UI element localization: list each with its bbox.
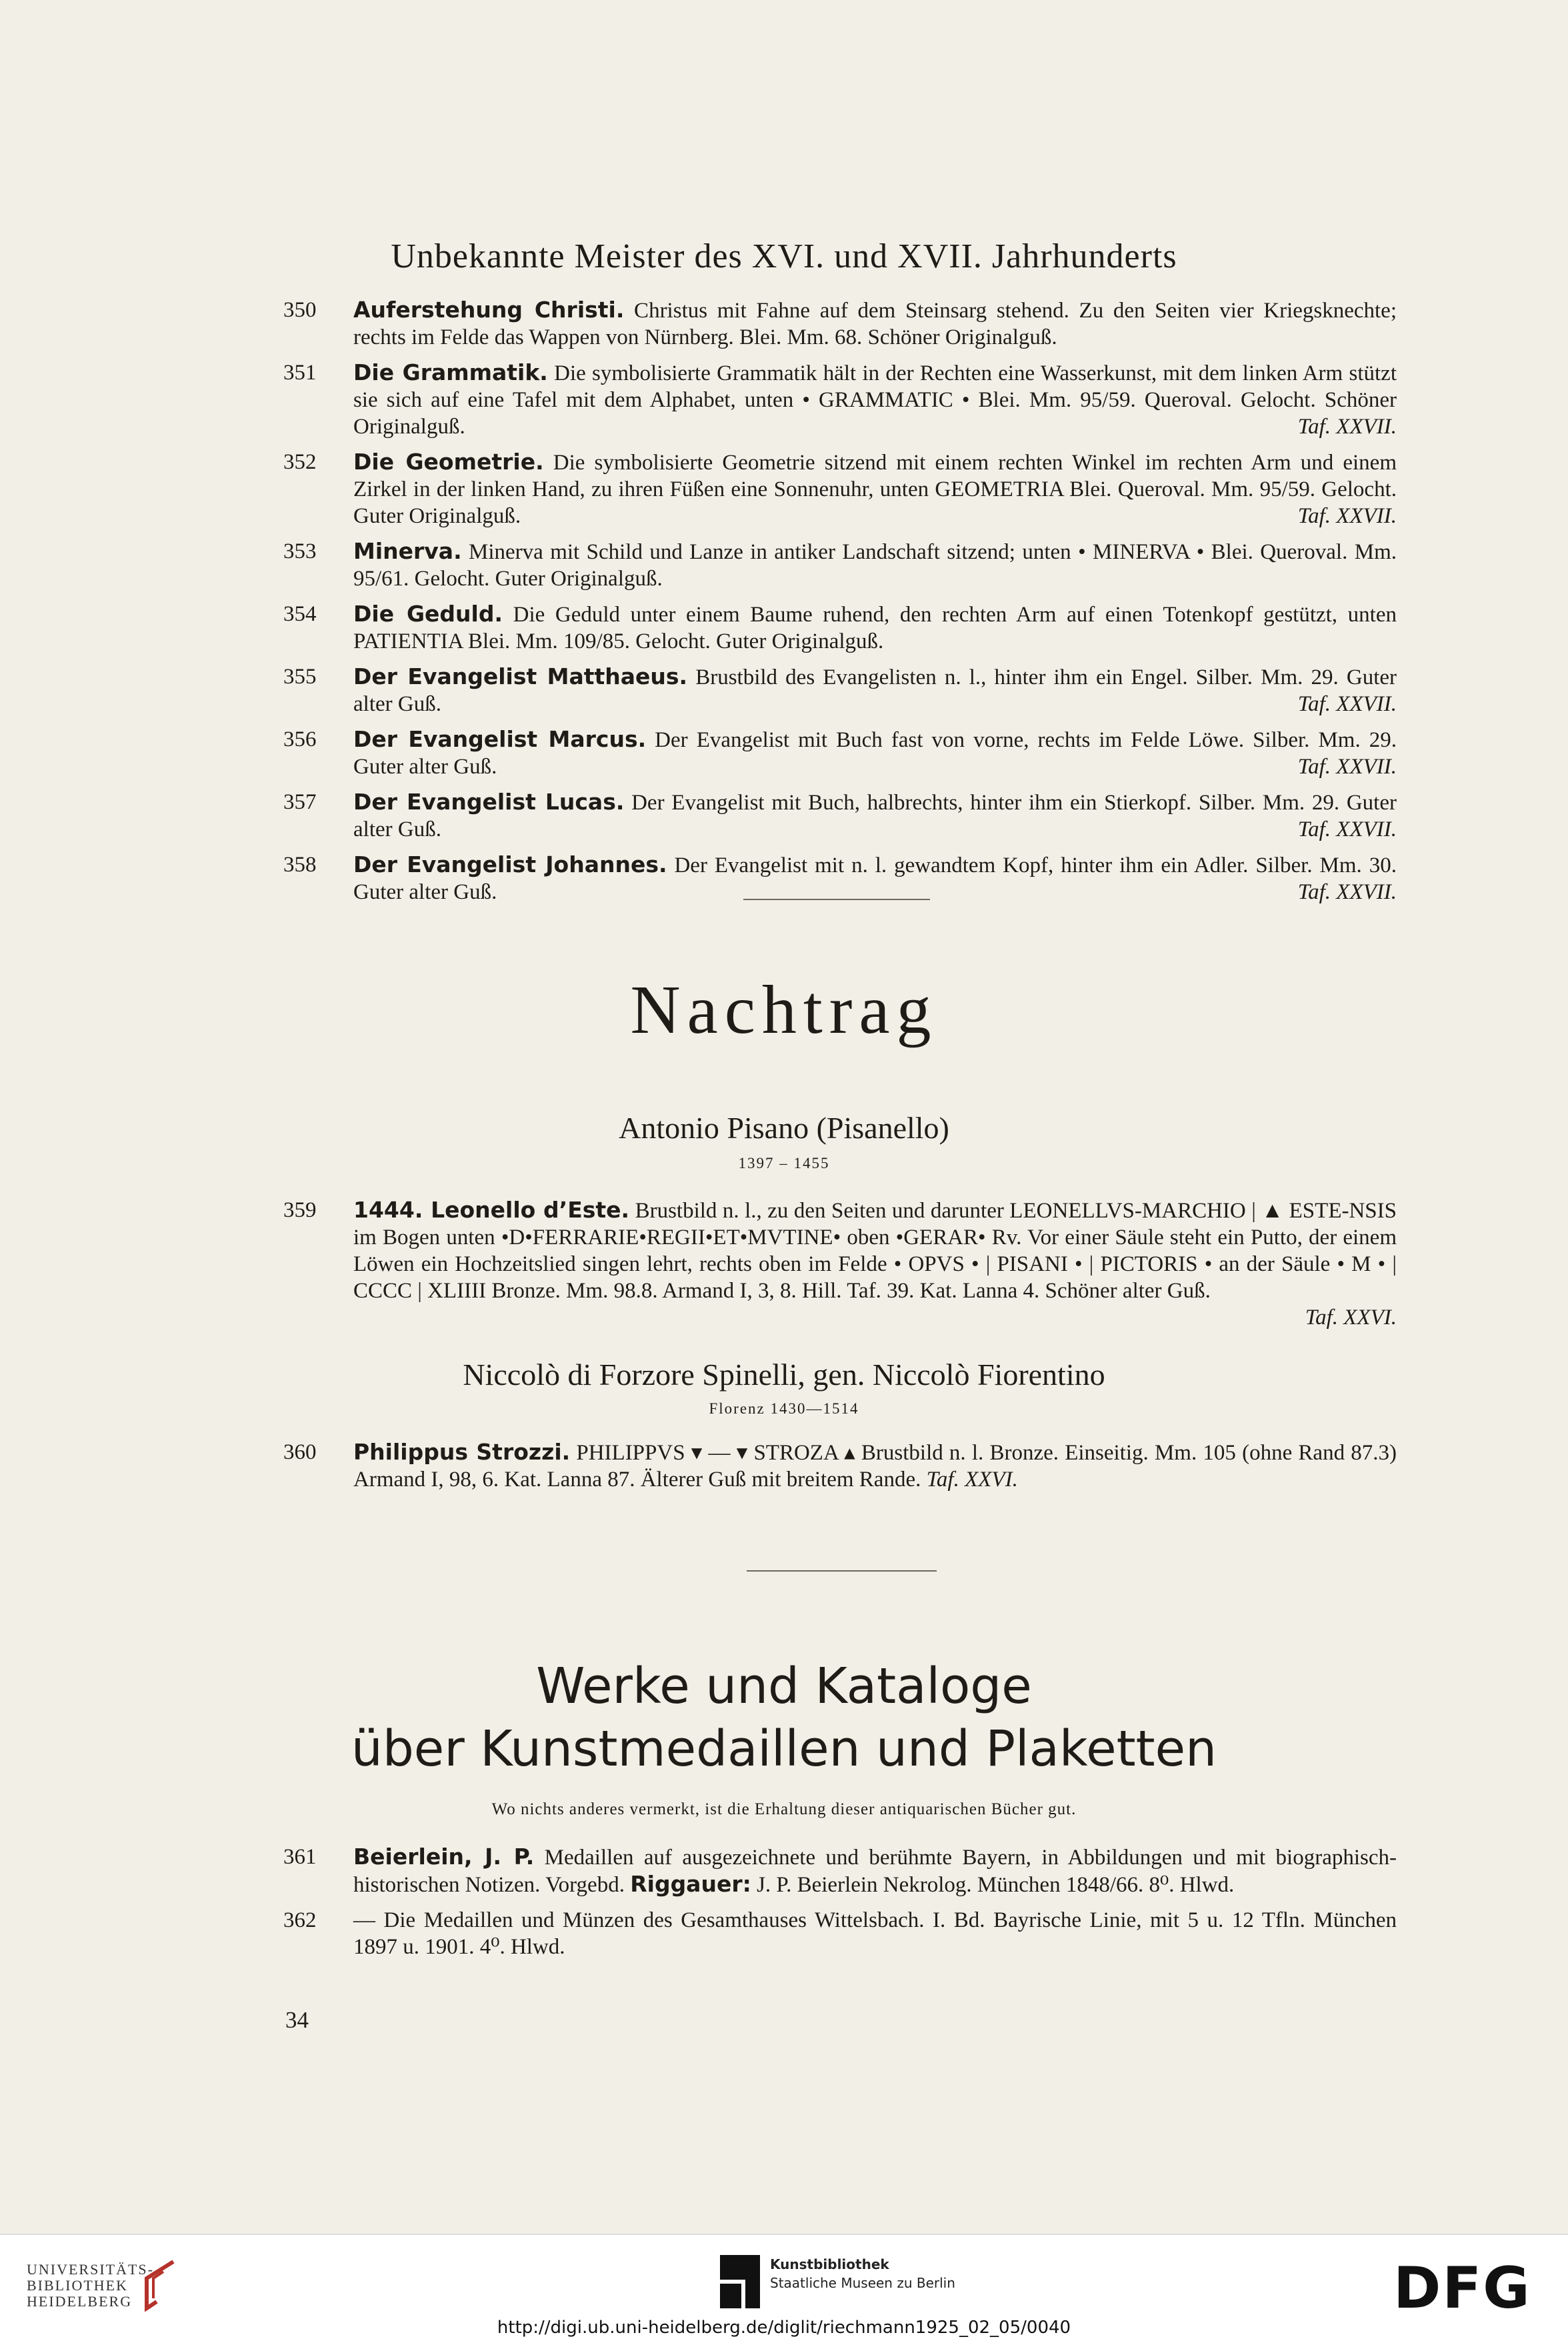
entry-description: Der Evangelist mit Buch fast von vorne, rechts im Felde Löwe. Silber. Mm. 29. Guter alter Guß. (353, 728, 1397, 779)
plate-reference: Taf. XXVI. (1305, 1306, 1397, 1330)
entry-title: Minerva. (353, 538, 462, 564)
catalog-entry (283, 538, 1397, 592)
catalog-entry (283, 663, 1397, 717)
catalog-entry (283, 1197, 1397, 1331)
entry-number: 356 (283, 727, 317, 751)
condition-note: Wo nichts anderes vermerkt, ist die Erhaltung dieser antiquarischen Bücher gut. (491, 1800, 1077, 1818)
library-mark-icon (133, 2258, 180, 2312)
entry-number: 355 (283, 665, 317, 689)
entry-number: 351 (283, 361, 317, 385)
entry-author: Riggauer: (630, 1871, 751, 1897)
entry-list (283, 1197, 1397, 1340)
logo-text: Staatliche Museen zu Berlin (770, 2275, 955, 2291)
plate-reference: Taf. XXVII. (1297, 755, 1397, 779)
catalog-entry (283, 449, 1397, 529)
catalog-entry (283, 297, 1397, 351)
entry-number: 350 (283, 298, 317, 322)
entry-description: Der Evangelist mit Buch, halbrechts, hinter ihm ein Stierkopf. Silber. Mm. 29. Guter alter Guß. (353, 791, 1397, 841)
entry-title: 1444. Leonello d’Este. (353, 1197, 630, 1223)
plate-reference: Taf. XXVII. (1297, 817, 1397, 841)
entry-description: PHILIPPVS ▾ — ▾ STROZA ▴ Brustbild n. l. Bronze. Einseitig. Mm. 105 (ohne Rand 87.3) Armand I, 98, 6. Kat. Lanna 87. Älterer Guß mit breitem Rande. (353, 1441, 1397, 1492)
plate-reference: Taf. XXVII. (1297, 880, 1397, 904)
entry-description: Minerva mit Schild und Lanze in antiker Landschaft sitzend; unten • MINERVA • Blei. Queroval. Mm. 95/61. Gelocht. Guter Originalguß. (353, 540, 1397, 591)
werke-heading (0, 1655, 1568, 1780)
page-number: 34 (285, 2007, 309, 2033)
entry-title: Die Geometrie. (353, 449, 544, 475)
section-divider (743, 899, 930, 900)
catalog-entry (283, 851, 1397, 905)
entry-description: — Die Medaillen und Münzen des Gesamthauses Wittelsbach. I. Bd. Bayrische Linie, mit 5 u. 12 Tfln. München 1897 u. 1901. 4⁰. Hlwd. (353, 1908, 1397, 1959)
catalog-entry (283, 789, 1397, 843)
plate-reference: Taf. XXVI. (926, 1468, 1018, 1492)
entry-list (283, 297, 1397, 914)
entry-title: Der Evangelist Lucas. (353, 789, 625, 815)
plate-reference: Taf. XXVII. (1297, 692, 1397, 716)
entry-description: Der Evangelist mit n. l. gewandtem Kopf, hinter ihm ein Adler. Silber. Mm. 30. Guter alter Guß. (353, 853, 1397, 904)
entry-description: Brustbild des Evangelisten n. l., hinter ihm ein Engel. Silber. Mm. 29. Guter alter Guß. (353, 665, 1397, 716)
entry-title: Der Evangelist Matthaeus. (353, 663, 688, 689)
entry-title: Beierlein, J. P. (353, 1844, 535, 1870)
dfg-logo[interactable]: DFG (1393, 2255, 1531, 2322)
entry-title: Auferstehung Christi. (353, 297, 625, 323)
entry-description: Die symbolisierte Grammatik hält in der Rechten eine Wasserkunst, mit dem linken Arm stützt sie sich auf eine Tafel mit dem Alphabet, unten • GRAMMATIC • Blei. Mm. 95/59. Queroval. Gelocht. Schöner Originalguß. (353, 361, 1397, 439)
artist-dates: 1397 – 1455 (738, 1155, 830, 1171)
entry-list (283, 1439, 1397, 1502)
entry-title: Der Evangelist Marcus. (353, 726, 647, 752)
entry-description: Die Geduld unter einem Baume ruhend, den rechten Arm auf einen Totenkopf gestützt, unten PATIENTIA Blei. Mm. 109/85. Gelocht. Guter Originalguß. (353, 603, 1397, 653)
entry-number: 358 (283, 853, 317, 877)
catalog-entry (283, 1844, 1397, 1898)
entry-description: Christus mit Fahne auf dem Steinsarg stehend. Zu den Seiten vier Kriegsknechte; rechts im Felde das Wappen von Nürnberg. Blei. Mm. 68. Schöner Originalguß. (353, 299, 1397, 349)
entry-description: Die symbolisierte Geometrie sitzend mit einem rechten Winkel im rechten Arm und einem Zirkel in der linken Hand, zu ihren Füßen eine Sonnenuhr, unten GEOMETRIA Blei. Queroval. Mm. 95/59. Gelocht. Guter Originalguß. (353, 451, 1397, 528)
section-divider (747, 1570, 937, 1572)
werke-heading-line2: über Kunstmedaillen und Plaketten (351, 1720, 1217, 1778)
catalog-entry (283, 359, 1397, 440)
entry-number: 362 (283, 1908, 317, 1932)
artist-heading: Niccolò di Forzore Spinelli, gen. Niccolò Fiorentino (463, 1358, 1105, 1392)
entry-title: Philippus Strozzi. (353, 1439, 571, 1465)
entry-list (283, 1844, 1397, 1969)
entry-number: 352 (283, 450, 317, 474)
running-head: Unbekannte Meister des XVI. und XVII. Jahrhunderts (391, 237, 1177, 275)
logo-text: UNIVERSITÄTS- (27, 2261, 154, 2278)
nachtrag-heading: Nachtrag (630, 971, 938, 1048)
entry-number: 354 (283, 602, 317, 626)
werke-heading-line1: Werke und Kataloge (536, 1658, 1032, 1715)
plate-reference: Taf. XXVII. (1297, 415, 1397, 439)
entry-description: Medaillen auf ausgezeichnete und berühmte Bayern, in Abbildungen und mit biographisch-historischen Notizen. Vorgebd. (353, 1846, 1397, 1897)
entry-number: 353 (283, 539, 317, 563)
artist-dates: Florenz 1430—1514 (709, 1400, 859, 1417)
kunstbibliothek-mark-icon (720, 2255, 760, 2308)
catalog-entry (283, 726, 1397, 780)
entry-description: Brustbild n. l., zu den Seiten und darunter LEONELLVS-MARCHIO | ▲ ESTE-NSIS im Bogen unten •D•FERRARIE•REGII•ET•MVTINE• oben •GERAR• Rv. Vor einer Säule steht ein Putto, der einem Löwen ein Hochzeitslied singen lehrt, rechts oben im Felde • OPVS • | PISANI • | PICTORIS • an der Säule • M • | CCCC | XLIIII Bronze. Mm. 98.8. Armand I, 3, 8. Hill. Taf. 39. Kat. Lanna 4. Schöner alter Guß. (353, 1199, 1397, 1303)
footer-bar (0, 2234, 1568, 2345)
source-url[interactable]: http://digi.ub.uni-heidelberg.de/diglit/riechmann1925_02_05/0040 (497, 2318, 1071, 2338)
catalog-entry (283, 1907, 1397, 1960)
entry-title: Die Grammatik. (353, 359, 548, 385)
artist-heading: Antonio Pisano (Pisanello) (619, 1111, 949, 1145)
logo-text: HEIDELBERG (27, 2293, 133, 2310)
catalog-entry (283, 1439, 1397, 1493)
entry-number: 361 (283, 1845, 317, 1869)
entry-description: J. P. Beierlein Nekrolog. München 1848/66. 8⁰. Hlwd. (751, 1873, 1235, 1897)
logo-text: BIBLIOTHEK (27, 2277, 128, 2294)
kunstbibliothek-logo[interactable] (770, 2255, 955, 2292)
entry-number: 357 (283, 790, 317, 814)
entry-number: 359 (283, 1198, 317, 1222)
entry-title: Der Evangelist Johannes. (353, 851, 667, 877)
plate-reference: Taf. XXVII. (1297, 504, 1397, 528)
entry-title: Die Geduld. (353, 601, 503, 627)
entry-number: 360 (283, 1440, 317, 1464)
logo-text: Kunstbibliothek (770, 2256, 889, 2272)
catalog-entry (283, 601, 1397, 655)
